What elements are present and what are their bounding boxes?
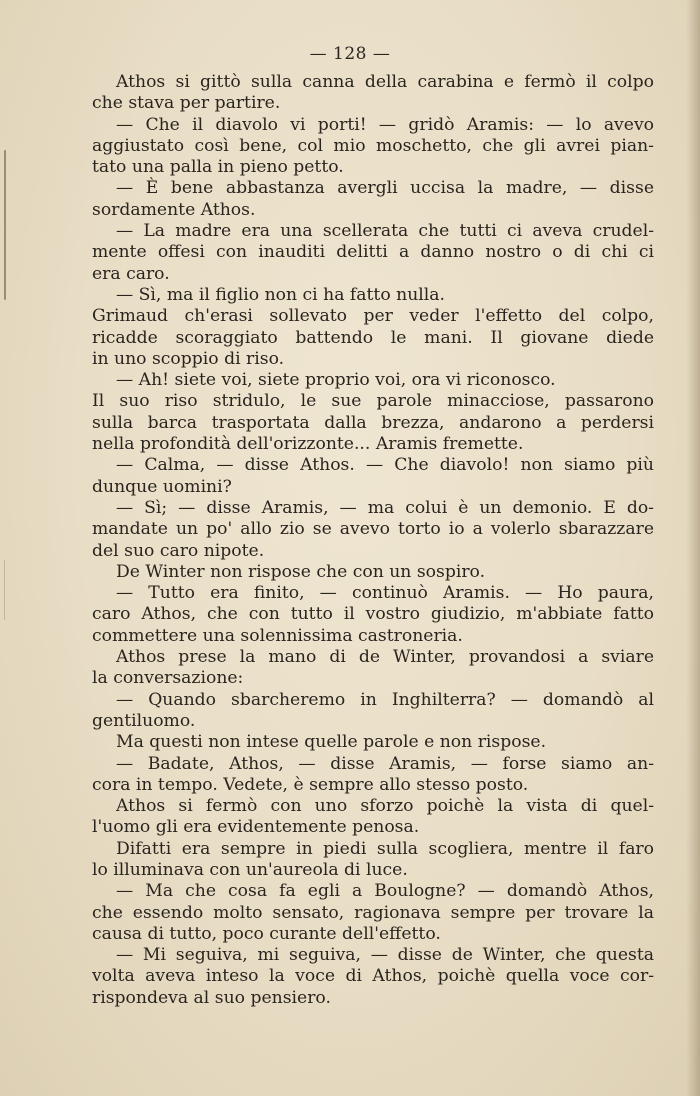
text-line: — Badate, Athos, — disse Aramis, — forse siamo an- (116, 753, 654, 774)
text-line: nella profondità dell'orizzonte... Aramis fremette. (92, 434, 524, 455)
text-line: — Quando sbarcheremo in Inghilterra? — domandò al (116, 689, 654, 710)
text-line: l'uomo gli era evidentemente penosa. (92, 817, 420, 838)
text-line: Il suo riso stridulo, le sue parole minacciose, passarono (92, 391, 654, 412)
text-line: Athos si fermò con uno sforzo poichè la vista di quel- (116, 796, 654, 817)
text-line: la conversazione: (92, 668, 244, 689)
text-line: dunque uomini? (92, 476, 232, 497)
text-line: — Calma, — disse Athos. — Che diavolo! non siamo più (116, 455, 654, 476)
text-line: caro Athos, che con tutto il vostro giudizio, m'abbiate fatto (92, 604, 654, 625)
text-line: — La madre era una scellerata che tutti ci aveva crudel- (116, 221, 654, 242)
text-line: — Ma che cosa fa egli a Boulogne? — domandò Athos, (116, 881, 654, 902)
text-line: gentiluomo. (92, 710, 196, 731)
text-line: del suo caro nipote. (92, 540, 265, 561)
text-line: — Sì, ma il figlio non ci ha fatto nulla. (116, 284, 445, 305)
text-line: in uno scoppio di riso. (92, 348, 285, 369)
text-line: — Mi seguiva, mi seguiva, — disse de Winter, che questa (116, 945, 654, 966)
text-line: lo illuminava con un'aureola di luce. (92, 859, 408, 880)
text-line: — Sì; — disse Aramis, — ma colui è un demonio. E do- (116, 497, 654, 518)
text-line: mente offesi con inauditi delitti a danno nostro o di chi ci (92, 242, 654, 263)
text-line: causa di tutto, poco curante dell'effetto. (92, 923, 441, 944)
text-line: Athos si gittò sulla canna della carabina e fermò il colpo (116, 72, 654, 92)
page-edge-shadow (686, 0, 700, 1096)
text-line: Athos prese la mano di de Winter, provandosi a sviare (116, 647, 654, 668)
text-line: era caro. (92, 263, 170, 284)
text-line: che stava per partire. (92, 93, 281, 114)
page-number: — 128 — (309, 44, 391, 64)
text-line: rispondeva al suo pensiero. (92, 987, 331, 1008)
body-text (92, 72, 654, 1009)
text-line: commettere una solennissima castroneria. (92, 625, 463, 646)
text-line: cora in tempo. Vedete, è sempre allo stesso posto. (92, 774, 529, 795)
text-line: sulla barca trasportata dalla brezza, andarono a perdersi (92, 412, 654, 433)
text-line: — È bene abbastanza avergli uccisa la madre, — disse (116, 178, 654, 199)
text-line: che essendo molto sensato, ragionava sempre per trovare la (92, 902, 654, 923)
text-line: tato una palla in pieno petto. (92, 157, 344, 178)
text-line: aggiustato così bene, col mio moschetto, che gli avrei pian- (92, 135, 654, 156)
text-line: sordamente Athos. (92, 199, 256, 220)
text-line: Grimaud ch'erasi sollevato per veder l'effetto del colpo, (92, 306, 654, 327)
text-line: mandate un po' allo zio se avevo torto io a volerlo sbarazzare (92, 519, 654, 540)
text-line: Difatti era sempre in piedi sulla scogliera, mentre il faro (116, 838, 654, 859)
text-line: — Che il diavolo vi porti! — gridò Aramis: — lo avevo (116, 114, 654, 135)
text-line: Ma questi non intese quelle parole e non rispose. (116, 732, 547, 753)
text-line: ricadde scoraggiato battendo le mani. Il giovane diede (92, 327, 654, 348)
text-line: — Ah! siete voi, siete proprio voi, ora vi riconosco. (116, 370, 556, 391)
text-line: volta aveva inteso la voce di Athos, poichè quella voce cor- (92, 966, 654, 987)
margin-pencil-mark-faint (4, 560, 5, 620)
text-line: De Winter non rispose che con un sospiro. (116, 561, 486, 582)
text-line: — Tutto era finito, — continuò Aramis. — Ho paura, (116, 583, 654, 604)
margin-pencil-mark (4, 150, 6, 300)
